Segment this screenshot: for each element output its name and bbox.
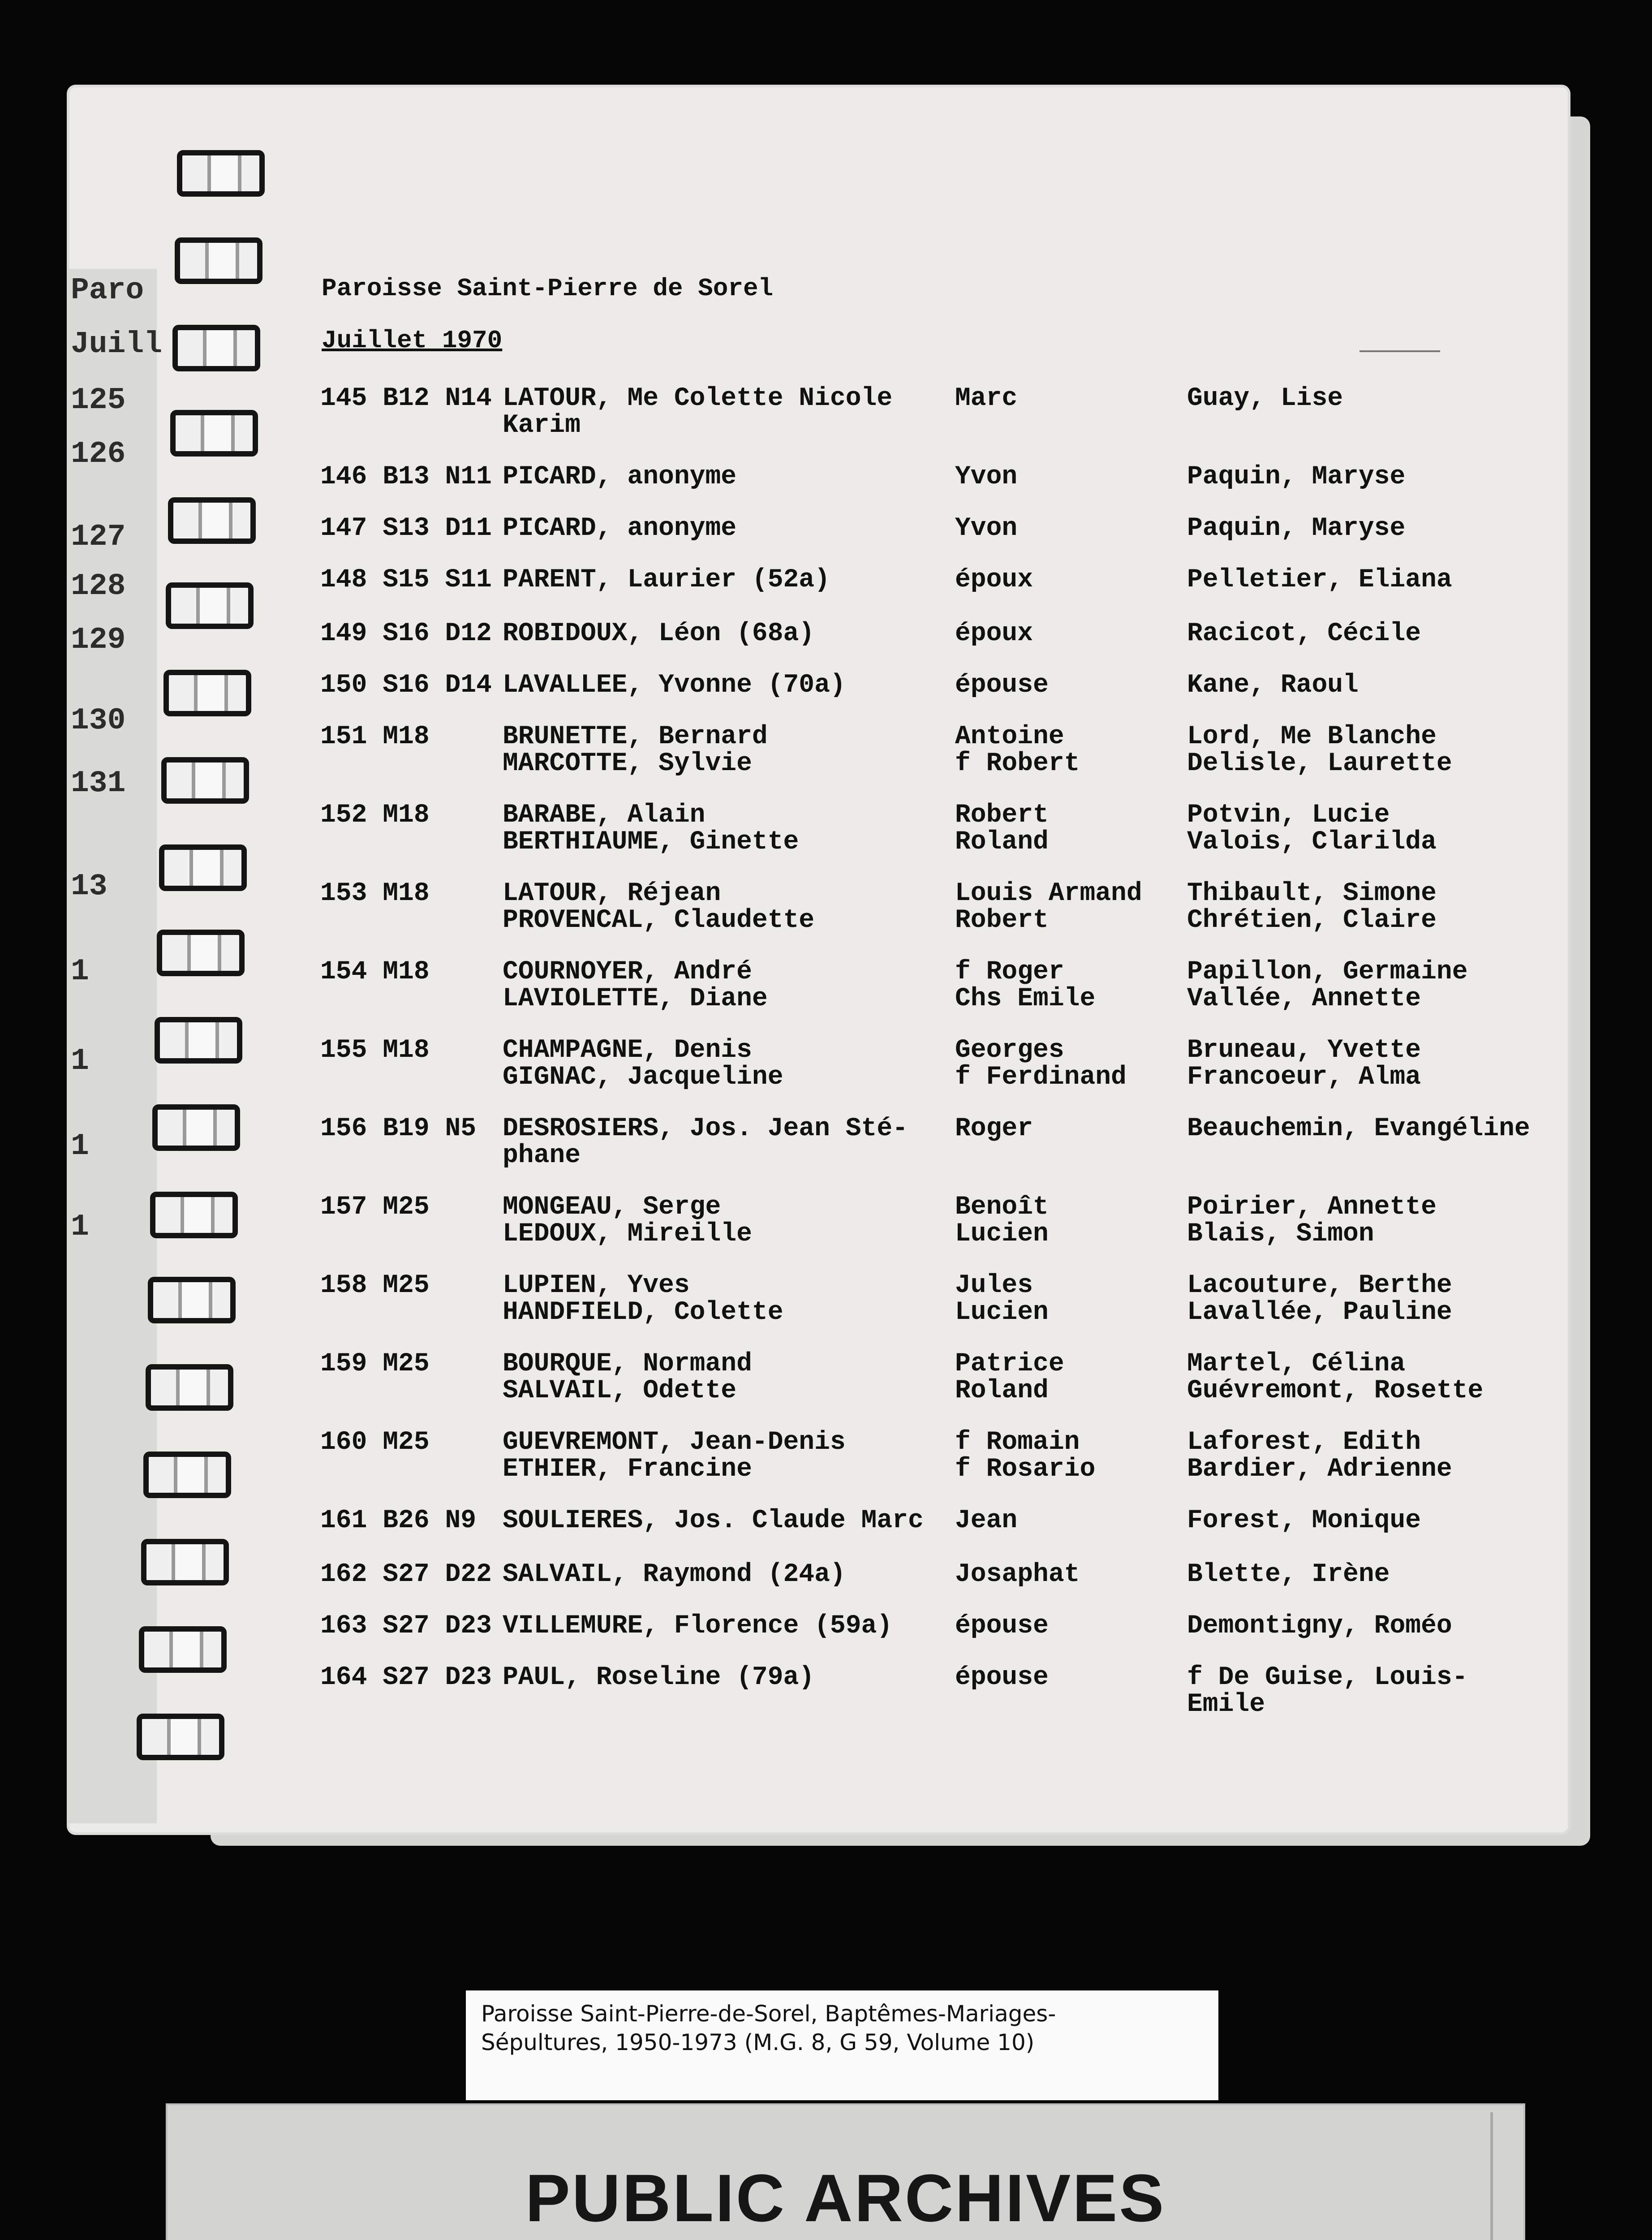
entry-mother-line: Bardier, Adrienne: [1187, 1455, 1452, 1484]
entry-mother-line: Beauchemin, Evangéline: [1187, 1114, 1530, 1143]
entry-name: [503, 1613, 892, 1640]
entry-father: [955, 880, 1142, 934]
entry-name: [503, 567, 830, 594]
entry-father: [955, 385, 1017, 412]
entry-code: 145 B12 N14: [320, 384, 492, 413]
entry-name: [503, 1351, 752, 1404]
entry-name-line: ETHIER, Francine: [503, 1455, 752, 1484]
bleed-text: 125: [71, 383, 126, 418]
binding-ring: [170, 410, 264, 460]
entry-father: [955, 1561, 1080, 1588]
entry-code: 155 M18: [320, 1036, 430, 1065]
entry-name-line: PROVENCAL, Claudette: [503, 906, 815, 935]
entry-mother: [1187, 1664, 1468, 1718]
ring-highlight: [189, 850, 224, 886]
entry-mother-line: Lavallée, Pauline: [1187, 1298, 1452, 1327]
entry-name-line: PICARD, anonyme: [503, 514, 737, 543]
bleed-text: 127: [71, 520, 126, 554]
entry-mother: [1187, 567, 1452, 594]
entry-name: [503, 1194, 752, 1248]
entry-father-line: Patrice: [955, 1349, 1064, 1378]
entry-mother-line: Poirier, Annette: [1187, 1193, 1437, 1222]
entry-father-line: Yvon: [955, 462, 1018, 491]
entry-code: 154 M18: [320, 957, 430, 986]
entry-code: 153 M18: [320, 879, 430, 908]
entry-father-line: époux: [955, 619, 1033, 648]
ring-highlight: [172, 1544, 206, 1580]
entry-name: [503, 880, 814, 934]
entry-father-line: Roland: [955, 827, 1049, 857]
entry-mother: [1187, 959, 1468, 1012]
entry-name-line: MARCOTTE, Sylvie: [503, 749, 752, 778]
entry-code: 150 S16 D14: [320, 671, 492, 700]
entry-father: [955, 1037, 1127, 1091]
entry-mother-line: Guay, Lise: [1187, 384, 1343, 413]
entry-father-line: Marc: [955, 384, 1018, 413]
entry-mother: [1187, 802, 1437, 856]
bleed-text: 1: [71, 1044, 89, 1078]
banner-line-1: PUBLIC ARCHIVES: [525, 2160, 1166, 2236]
entry-name-line: ROBIDOUX, Léon (68a): [503, 619, 815, 648]
binding-ring: [159, 844, 253, 895]
entry-father: [955, 724, 1080, 777]
entry-mother: [1187, 672, 1359, 699]
binding-ring: [150, 1192, 244, 1242]
binding-ring: [172, 325, 267, 375]
binding-ring: [161, 757, 255, 807]
entry-code: 164 S27 D23: [320, 1663, 492, 1692]
entry-father-line: f Robert: [955, 749, 1080, 778]
entry-father: [955, 1116, 1033, 1142]
entry-father-line: Louis Armand: [955, 879, 1142, 908]
entry-name-line: LAVIOLETTE, Diane: [503, 984, 768, 1013]
ring-highlight: [203, 330, 237, 366]
binding-ring: [166, 582, 260, 633]
entry-father-line: Robert: [955, 906, 1049, 935]
ring-highlight: [181, 1197, 215, 1233]
entry-father-line: Lucien: [955, 1298, 1049, 1327]
entry-father: [955, 515, 1017, 542]
entry-father: [955, 620, 1033, 647]
entry-mother: [1187, 1561, 1390, 1588]
entry-name: [503, 515, 736, 542]
entry-father-line: épouse: [955, 1611, 1049, 1641]
entry-name-line: MONGEAU, Serge: [503, 1193, 721, 1222]
entry-name: [503, 464, 736, 491]
entry-mother: [1187, 1508, 1421, 1534]
entry-mother: [1187, 880, 1437, 934]
entry-father-line: Jean: [955, 1506, 1018, 1535]
entry-mother: [1187, 1037, 1421, 1091]
entry-mother: [1187, 1429, 1452, 1483]
ring-highlight: [196, 588, 230, 624]
entry-father-line: f Rosario: [955, 1455, 1096, 1484]
entry-father: [955, 1508, 1017, 1534]
ring-highlight: [192, 762, 226, 798]
entry-name-line: SALVAIL, Odette: [503, 1376, 737, 1405]
entry-code: 147 S13 D11: [320, 514, 492, 543]
entry-father-line: Roger: [955, 1114, 1033, 1143]
ring-highlight: [169, 1632, 203, 1667]
bleed-text: 131: [71, 766, 126, 801]
entry-father-line: Yvon: [955, 514, 1018, 543]
entry-father: [955, 1664, 1049, 1691]
entry-mother-line: Guévremont, Rosette: [1187, 1376, 1484, 1405]
entry-name-line: DESROSIERS, Jos. Jean Sté-: [503, 1114, 908, 1143]
binding-ring: [177, 150, 271, 200]
entry-name-line: LUPIEN, Yves: [503, 1271, 690, 1300]
entry-code: 152 M18: [320, 801, 430, 830]
ring-highlight: [207, 155, 241, 191]
ring-highlight: [176, 1370, 210, 1405]
entry-name-line: PARENT, Laurier (52a): [503, 565, 830, 594]
binding-ring: [168, 497, 262, 547]
ring-highlight: [205, 243, 239, 279]
entry-father-line: Roland: [955, 1376, 1049, 1405]
entry-name: [503, 1116, 908, 1169]
entry-name-line: HANDFIELD, Colette: [503, 1298, 783, 1327]
entry-name: [503, 1272, 783, 1326]
entry-mother: [1187, 515, 1405, 542]
entry-code: 161 B26 N9: [320, 1506, 477, 1535]
entry-code: 159 M25: [320, 1349, 430, 1378]
entry-mother-line: Pelletier, Eliana: [1187, 565, 1452, 594]
entry-code: 146 B13 N11: [320, 462, 492, 491]
entry-mother: [1187, 1613, 1452, 1640]
entry-name: [503, 802, 799, 856]
entry-mother-line: Emile: [1187, 1690, 1265, 1719]
binding-ring: [148, 1277, 242, 1327]
entry-name: [503, 1508, 924, 1534]
entry-mother-line: Potvin, Lucie: [1187, 801, 1390, 830]
entry-code: 163 S27 D23: [320, 1611, 492, 1641]
entry-father: [955, 802, 1049, 856]
entry-name-line: BERTHIAUME, Ginette: [503, 827, 799, 857]
entry-name-line: GUEVREMONT, Jean-Denis: [503, 1428, 846, 1457]
entry-mother-line: Demontigny, Roméo: [1187, 1611, 1452, 1641]
entry-father-line: Josaphat: [955, 1560, 1080, 1589]
bleed-text: 129: [71, 623, 126, 657]
entry-father-line: époux: [955, 565, 1033, 594]
entry-mother-line: Racicot, Cécile: [1187, 619, 1421, 648]
entry-father-line: épouse: [955, 1663, 1049, 1692]
entry-mother-line: Delisle, Laurette: [1187, 749, 1452, 778]
entry-mother-line: Thibault, Simone: [1187, 879, 1437, 908]
entry-name: [503, 959, 768, 1012]
entry-father: [955, 1351, 1064, 1404]
entry-name-line: PAUL, Roseline (79a): [503, 1663, 815, 1692]
archives-banner: [166, 2103, 1525, 2240]
entry-mother-line: Martel, Célina: [1187, 1349, 1406, 1378]
entry-father-line: Lucien: [955, 1219, 1049, 1249]
entry-name-line: BOURQUE, Normand: [503, 1349, 752, 1378]
entry-father-line: Jules: [955, 1271, 1033, 1300]
entry-mother-line: Laforest, Edith: [1187, 1428, 1421, 1457]
bleed-text: 126: [71, 437, 126, 471]
entry-name-line: LATOUR, Me Colette Nicole: [503, 384, 893, 413]
bleed-text: 1: [71, 1210, 89, 1244]
entry-father: [955, 464, 1017, 491]
binding-ring: [155, 1017, 249, 1067]
entry-father: [955, 1272, 1049, 1326]
entry-father-line: épouse: [955, 671, 1049, 700]
ring-highlight: [194, 675, 228, 711]
ring-highlight: [183, 1110, 217, 1146]
entry-mother-line: Lacouture, Berthe: [1187, 1271, 1452, 1300]
entry-father: [955, 1194, 1049, 1248]
entry-mother-line: Blette, Irène: [1187, 1560, 1390, 1589]
entry-father: [955, 1429, 1095, 1483]
parish-header: Paroisse Saint-Pierre de Sorel: [322, 274, 774, 303]
entry-name-line: PICARD, anonyme: [503, 462, 737, 491]
entry-father-line: Robert: [955, 801, 1049, 830]
entry-mother-line: Blais, Simon: [1187, 1219, 1374, 1249]
binding-ring: [139, 1626, 233, 1676]
ring-highlight: [201, 415, 235, 451]
entry-mother: [1187, 620, 1421, 647]
caption-line-2: Sépultures, 1950-1973 (M.G. 8, G 59, Volume 10): [481, 2029, 1035, 2055]
entry-father: [955, 672, 1049, 699]
bleed-text: 130: [71, 703, 126, 738]
entry-name-line: GIGNAC, Jacqueline: [503, 1063, 783, 1092]
entry-mother-line: Bruneau, Yvette: [1187, 1036, 1421, 1065]
bleed-text: 13: [71, 869, 108, 904]
entry-name-line: LATOUR, Réjean: [503, 879, 721, 908]
caption-line-1: Paroisse Saint-Pierre-de-Sorel, Baptêmes-Mariages-: [481, 2001, 1056, 2027]
entry-father: [955, 1613, 1049, 1640]
bleed-text: Paro: [71, 273, 144, 308]
entry-name-line: LEDOUX, Mireille: [503, 1219, 752, 1249]
entry-code: 158 M25: [320, 1271, 430, 1300]
entry-mother: [1187, 1351, 1483, 1404]
entry-name-line: Karim: [503, 411, 581, 440]
binding-ring: [157, 930, 251, 980]
entry-code: 148 S15 S11: [320, 565, 492, 594]
bleed-text: 1: [71, 954, 89, 989]
binding-ring: [163, 670, 258, 720]
entry-name: [503, 620, 814, 647]
entry-name-line: CHAMPAGNE, Denis: [503, 1036, 752, 1065]
entry-code: 149 S16 D12: [320, 619, 492, 648]
entry-code: 157 M25: [320, 1193, 430, 1222]
entry-mother: [1187, 1272, 1452, 1326]
binding-ring: [175, 237, 269, 288]
ring-highlight: [187, 935, 221, 971]
entry-mother-line: Valois, Clarilda: [1187, 827, 1437, 857]
entry-mother: [1187, 385, 1343, 412]
entry-father-line: Antoine: [955, 722, 1064, 751]
entry-name: [503, 724, 768, 777]
entry-father-line: Benoît: [955, 1193, 1049, 1222]
entry-name-line: phane: [503, 1141, 581, 1170]
entry-mother-line: Forest, Monique: [1187, 1506, 1421, 1535]
entry-mother: [1187, 464, 1405, 491]
bleed-text: 1: [71, 1129, 89, 1163]
ring-highlight: [198, 503, 232, 538]
entry-name: [503, 672, 846, 699]
entry-mother-line: Kane, Raoul: [1187, 671, 1359, 700]
entry-mother-line: Papillon, Germaine: [1187, 957, 1468, 986]
entry-mother: [1187, 724, 1452, 777]
entry-mother-line: Francoeur, Alma: [1187, 1063, 1421, 1092]
entry-name: [503, 1429, 846, 1483]
entry-father: [955, 959, 1095, 1012]
entry-code: 162 S27 D22: [320, 1560, 492, 1589]
entry-father-line: f Ferdinand: [955, 1063, 1127, 1092]
entry-name-line: SOULIERES, Jos. Claude Marc: [503, 1506, 924, 1535]
ring-highlight: [174, 1457, 208, 1493]
binding-ring: [141, 1539, 235, 1589]
binding-ring: [143, 1452, 237, 1502]
entry-mother-line: Paquin, Maryse: [1187, 514, 1406, 543]
entry-mother-line: Paquin, Maryse: [1187, 462, 1406, 491]
entry-code: 156 B19 N5: [320, 1114, 477, 1143]
binding-ring: [152, 1104, 246, 1154]
entry-mother-line: Lord, Me Blanche: [1187, 722, 1437, 751]
entry-mother-line: Vallée, Annette: [1187, 984, 1421, 1013]
entry-name: [503, 385, 892, 439]
entry-code: 151 M18: [320, 722, 430, 751]
entry-mother-line: Chrétien, Claire: [1187, 906, 1437, 935]
entry-name: [503, 1664, 814, 1691]
entry-name-line: LAVALLEE, Yvonne (70a): [503, 671, 846, 700]
entry-father: [955, 567, 1033, 594]
month-heading: Juillet 1970: [322, 326, 503, 355]
banner-edge: [1490, 2112, 1493, 2240]
binding-ring: [146, 1364, 240, 1414]
binding-ring: [137, 1714, 231, 1764]
entry-mother: [1187, 1116, 1530, 1142]
divider: [1359, 350, 1440, 352]
ring-highlight: [185, 1022, 219, 1058]
entry-name-line: BARABE, Alain: [503, 801, 706, 830]
entry-name: [503, 1037, 783, 1091]
entry-father-line: Georges: [955, 1036, 1064, 1065]
entry-name: [503, 1561, 846, 1588]
entry-father-line: f Romain: [955, 1428, 1080, 1457]
bleed-text: 128: [71, 569, 126, 603]
ring-highlight: [178, 1282, 212, 1318]
entry-name-line: COURNOYER, André: [503, 957, 752, 986]
bleed-text: Juill: [71, 327, 163, 362]
entry-mother: [1187, 1194, 1437, 1248]
entry-name-line: BRUNETTE, Bernard: [503, 722, 768, 751]
entry-father-line: f Roger: [955, 957, 1064, 986]
entry-father-line: Chs Emile: [955, 984, 1096, 1013]
reel-caption: [466, 1990, 1218, 2100]
entry-name-line: VILLEMURE, Florence (59a): [503, 1611, 893, 1641]
entry-mother-line: f De Guise, Louis-: [1187, 1663, 1468, 1692]
ring-highlight: [167, 1719, 201, 1755]
entry-name-line: SALVAIL, Raymond (24a): [503, 1560, 846, 1589]
entry-code: 160 M25: [320, 1428, 430, 1457]
